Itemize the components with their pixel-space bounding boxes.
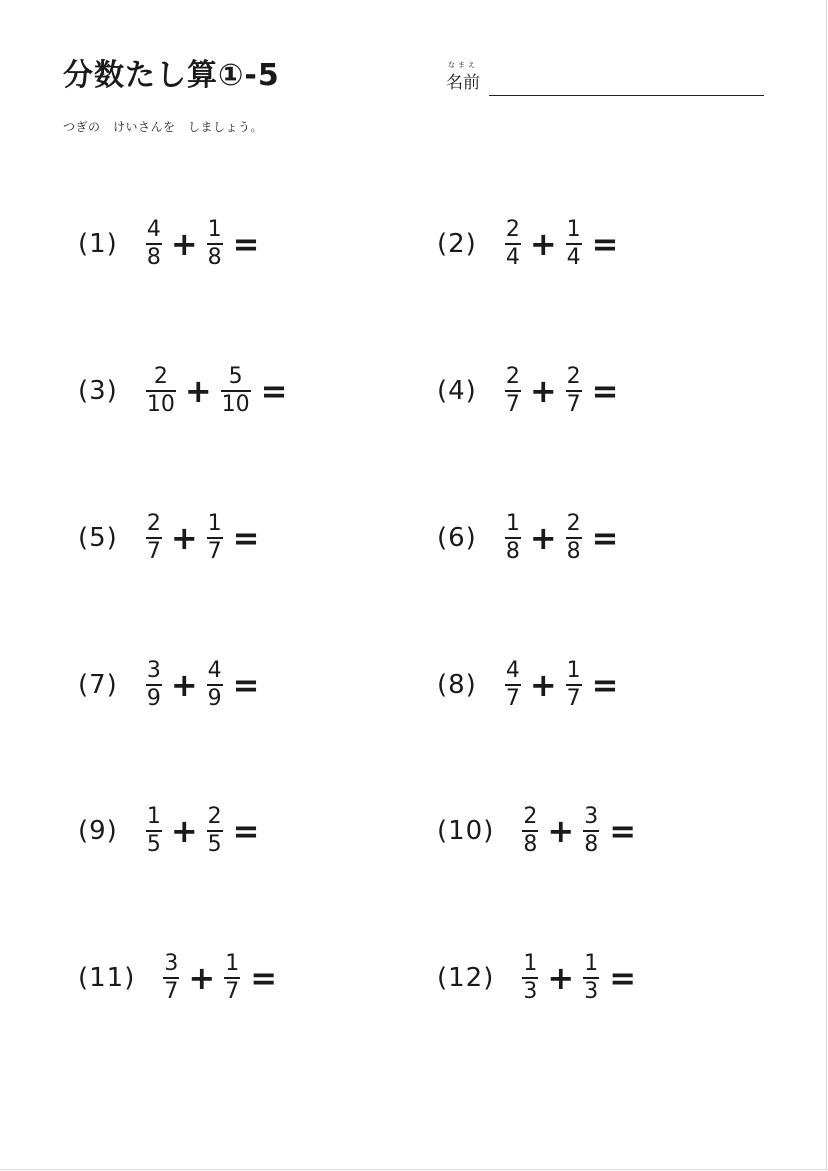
- denominator: 7: [566, 392, 581, 417]
- problem-item: [78, 948, 277, 1008]
- problem-item: [78, 655, 259, 715]
- fraction-second: [221, 366, 251, 416]
- denominator: 8: [505, 539, 520, 564]
- problem-expression: [146, 513, 260, 563]
- equals-sign: =: [232, 225, 260, 263]
- plus-sign: +: [184, 372, 212, 410]
- problem-expression: [505, 219, 619, 269]
- problem-item: [78, 214, 259, 274]
- fraction-first: [146, 366, 176, 416]
- problem-number: (7): [78, 670, 118, 700]
- numerator: 1: [225, 951, 240, 976]
- problem-item: [437, 214, 618, 274]
- denominator: 3: [523, 979, 538, 1004]
- equals-sign: =: [609, 959, 636, 997]
- numerator: 5: [228, 364, 243, 389]
- plus-sign: +: [188, 959, 216, 997]
- problem-item: [78, 361, 287, 421]
- problem-expression: [146, 660, 260, 710]
- problem-expression: [505, 513, 619, 563]
- problem-item: [437, 801, 636, 861]
- instructions-text: つぎの けいさんを しましょう。: [63, 120, 264, 134]
- problem-item: [78, 801, 259, 861]
- fraction-first: [505, 366, 521, 416]
- problem-number: (2): [437, 229, 477, 259]
- denominator: 8: [523, 832, 538, 857]
- fraction-first: [146, 806, 162, 856]
- denominator: 5: [207, 832, 222, 857]
- problem-item: [78, 508, 259, 568]
- plus-sign: +: [529, 372, 557, 410]
- problem-item: [437, 508, 618, 568]
- numerator: 4: [505, 658, 520, 683]
- equals-sign: =: [232, 666, 260, 704]
- problem-number: (8): [437, 670, 477, 700]
- plus-sign: +: [529, 666, 557, 704]
- denominator: 7: [146, 539, 161, 564]
- numerator: 1: [566, 658, 581, 683]
- problem-expression: [522, 806, 636, 856]
- fraction-second: [583, 953, 599, 1003]
- problem-expression: [522, 953, 636, 1003]
- equals-sign: =: [591, 519, 619, 557]
- problem-number: (3): [78, 376, 118, 406]
- denominator: 4: [505, 245, 520, 270]
- fraction-second: [207, 806, 223, 856]
- problem-item: [437, 361, 618, 421]
- denominator: 10: [221, 392, 250, 417]
- worksheet-title: 分数たし算①-5: [63, 58, 280, 93]
- problem-number: (1): [78, 229, 118, 259]
- numerator: 2: [146, 511, 161, 536]
- numerator: 1: [505, 511, 520, 536]
- denominator: 7: [225, 979, 240, 1004]
- fraction-second: [566, 366, 582, 416]
- numerator: 1: [207, 511, 222, 536]
- denominator: 7: [566, 686, 581, 711]
- plus-sign: +: [529, 519, 557, 557]
- fraction-first: [505, 513, 521, 563]
- numerator: 2: [505, 364, 520, 389]
- equals-sign: =: [591, 666, 619, 704]
- equals-sign: =: [591, 372, 619, 410]
- fraction-second: [566, 513, 582, 563]
- problem-expression: [505, 366, 619, 416]
- fraction-first: [146, 660, 162, 710]
- problem-item: [437, 948, 636, 1008]
- numerator: 1: [566, 217, 581, 242]
- problem-number: (6): [437, 523, 477, 553]
- fraction-first: [505, 219, 521, 269]
- fraction-second: [207, 219, 223, 269]
- plus-sign: +: [170, 666, 198, 704]
- name-ruby: なまえ: [448, 61, 478, 69]
- numerator: 2: [566, 511, 581, 536]
- problem-number: (11): [78, 963, 136, 993]
- numerator: 2: [207, 804, 222, 829]
- numerator: 4: [146, 217, 161, 242]
- denominator: 10: [146, 392, 175, 417]
- fraction-first: [146, 513, 162, 563]
- problem-number: (12): [437, 963, 495, 993]
- fraction-first: [163, 953, 179, 1003]
- equals-sign: =: [232, 519, 260, 557]
- denominator: 7: [207, 539, 222, 564]
- fraction-first: [522, 806, 538, 856]
- equals-sign: =: [260, 372, 288, 410]
- equals-sign: =: [232, 812, 260, 850]
- name-label: 名前: [446, 73, 480, 93]
- fraction-first: [522, 953, 538, 1003]
- denominator: 8: [566, 539, 581, 564]
- fraction-second: [224, 953, 240, 1003]
- denominator: 5: [146, 832, 161, 857]
- problem-expression: [163, 953, 277, 1003]
- fraction-second: [566, 219, 582, 269]
- plus-sign: +: [547, 959, 575, 997]
- denominator: 8: [207, 245, 222, 270]
- denominator: 8: [146, 245, 161, 270]
- denominator: 7: [164, 979, 179, 1004]
- numerator: 3: [164, 951, 179, 976]
- equals-sign: =: [591, 225, 619, 263]
- numerator: 1: [584, 951, 599, 976]
- denominator: 9: [207, 686, 222, 711]
- plus-sign: +: [170, 812, 198, 850]
- fraction-second: [566, 660, 582, 710]
- denominator: 8: [584, 832, 599, 857]
- numerator: 3: [146, 658, 161, 683]
- fraction-second: [207, 513, 223, 563]
- fraction-second: [583, 806, 599, 856]
- numerator: 1: [523, 951, 538, 976]
- numerator: 1: [146, 804, 161, 829]
- problem-expression: [146, 806, 260, 856]
- denominator: 9: [146, 686, 161, 711]
- denominator: 3: [584, 979, 599, 1004]
- problem-expression: [146, 366, 288, 416]
- denominator: 7: [505, 392, 520, 417]
- denominator: 4: [566, 245, 581, 270]
- plus-sign: +: [529, 225, 557, 263]
- equals-sign: =: [250, 959, 277, 997]
- problem-number: (4): [437, 376, 477, 406]
- plus-sign: +: [170, 519, 198, 557]
- fraction-second: [207, 660, 223, 710]
- problem-number: (9): [78, 816, 118, 846]
- numerator: 2: [523, 804, 538, 829]
- plus-sign: +: [547, 812, 575, 850]
- problem-item: [437, 655, 618, 715]
- equals-sign: =: [609, 812, 636, 850]
- problem-expression: [505, 660, 619, 710]
- numerator: 4: [207, 658, 222, 683]
- problem-number: (10): [437, 816, 495, 846]
- numerator: 2: [566, 364, 581, 389]
- plus-sign: +: [170, 225, 198, 263]
- fraction-first: [505, 660, 521, 710]
- fraction-first: [146, 219, 162, 269]
- numerator: 2: [505, 217, 520, 242]
- denominator: 7: [505, 686, 520, 711]
- problem-expression: [146, 219, 260, 269]
- numerator: 1: [207, 217, 222, 242]
- numerator: 3: [584, 804, 599, 829]
- problem-number: (5): [78, 523, 118, 553]
- numerator: 2: [153, 364, 168, 389]
